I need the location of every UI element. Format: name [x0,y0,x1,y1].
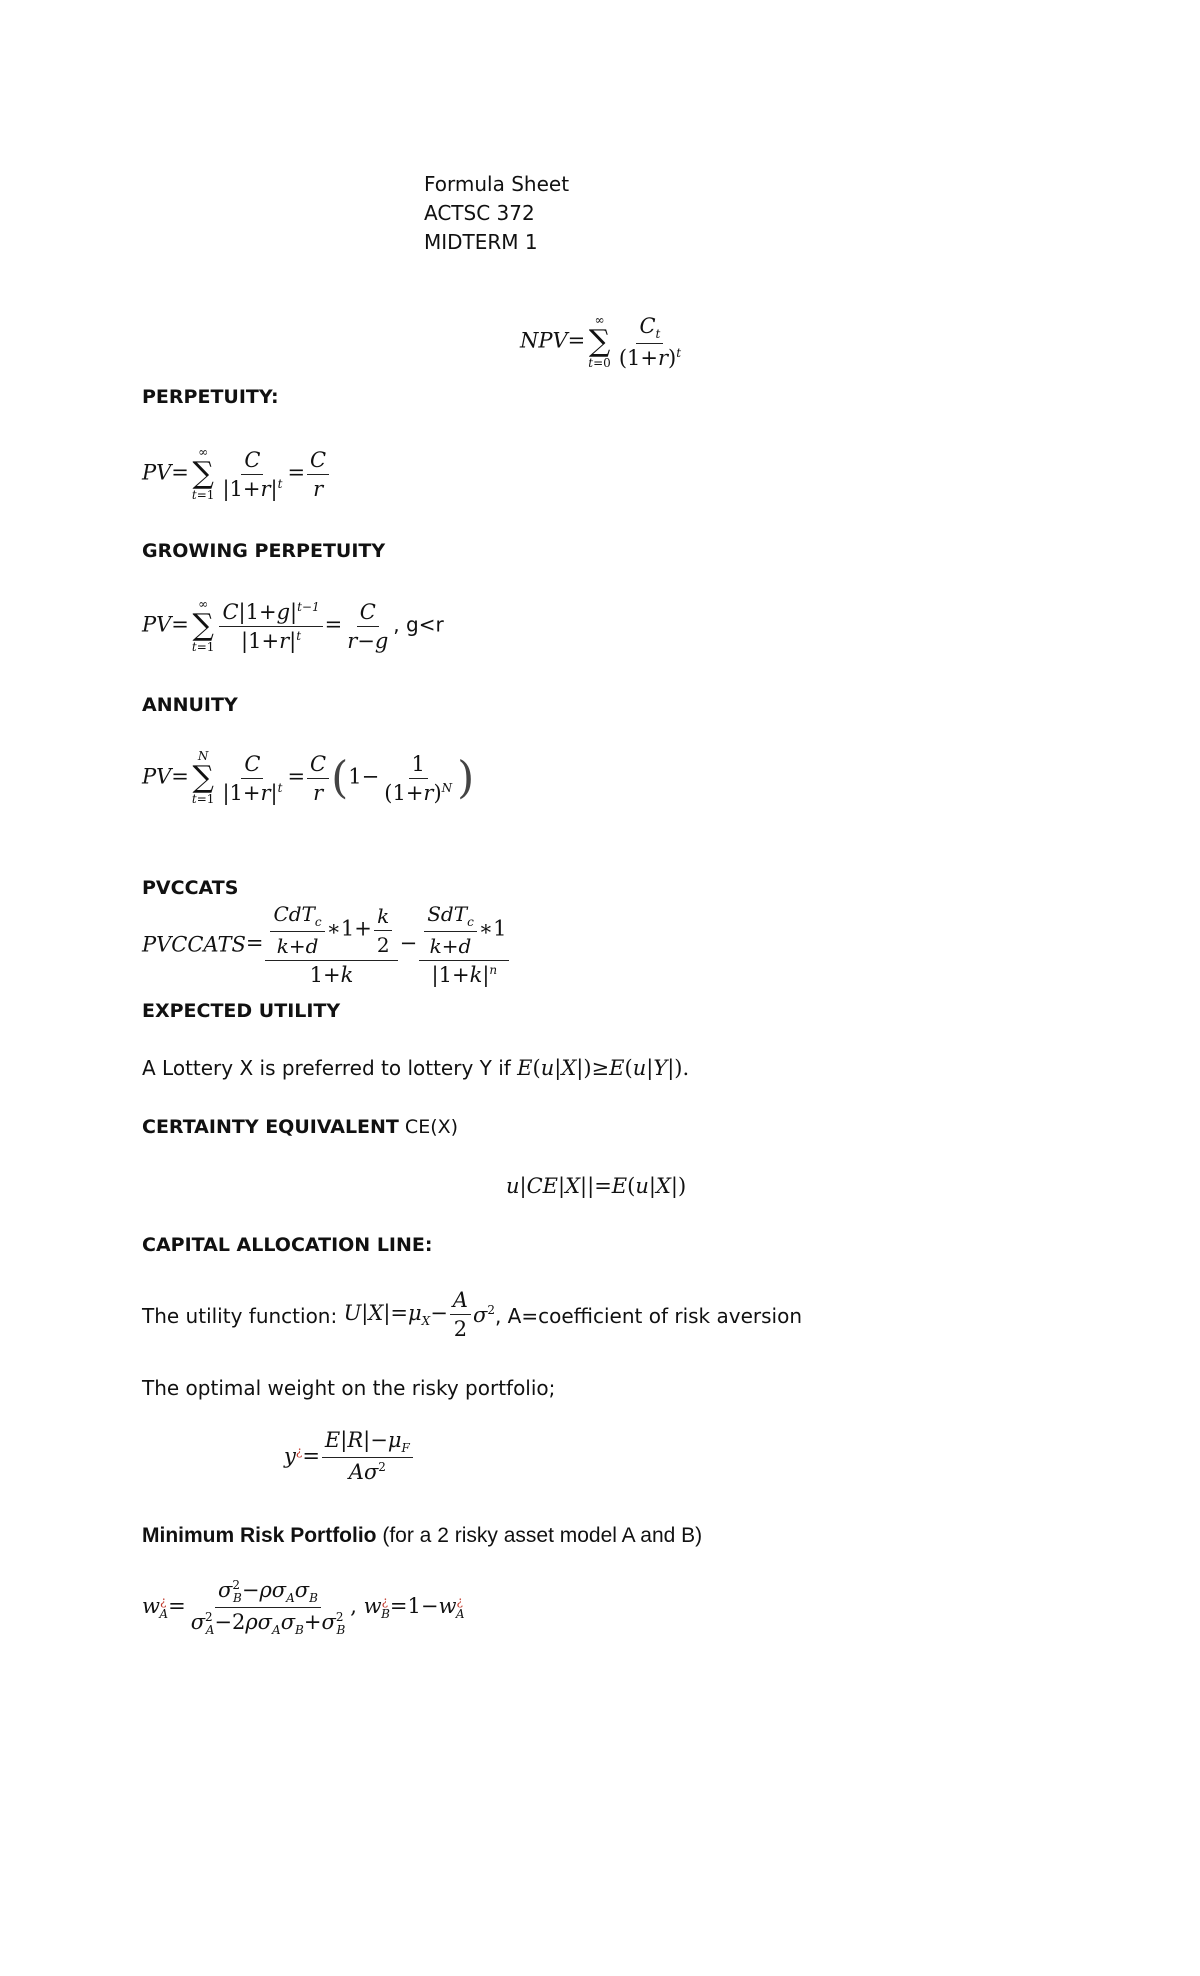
utility-function-text: The utility function: [142,1303,344,1328]
pvccats-formula: PVCCATS= $\frac{CdT_c}{k+d}$ ∗1+ $\frac{k}{2}$ 1+k − $\frac{SdT_c}{k+d}$ ∗1 $|1+k|^n$ [142,902,511,987]
min-risk-formula: $w^¿_A=$ $\frac{\sigma^2_B-\rho\sigma_A\sigma_B}{\sigma^2_A-2\rho\sigma_A\sigma_B+\sigma^2_B}$ , $w^¿_B=1-w^¿_A$ [142,1578,465,1638]
risk-aversion-text: , A=coefficient of risk aversion [494,1303,802,1328]
growing-condition: , g<r [393,612,444,637]
growing-perpetuity-formula: PV= ∞ ∑ t=1 $\frac{C|1+g|^{t-1}}{|1+r|^t}$ = $\frac{C}{r-g}$ , g<r [142,597,444,654]
ce-label: CE(X) [398,1116,459,1138]
lottery-text: A Lottery X is preferred to lottery Y if [142,1056,518,1080]
optimal-weight-text: The optimal weight on the risky portfolio; [142,1376,556,1400]
utility-function-line [142,1288,802,1341]
utility-function-formula: $U|X|=\mu_X-$ $\frac{A}{2}$ $\sigma^2$ [343,1288,495,1341]
lottery-inequality: E(u|X|)≥E(u|Y|). [517,1056,690,1080]
perpetuity-heading: PERPETUITY: [142,386,279,408]
min-risk-line [142,1524,702,1548]
capital-allocation-heading: CAPITAL ALLOCATION LINE: [142,1234,433,1256]
perpetuity-formula: PV= ∞ ∑ t=1 $\frac{C}{|1+r|^t}$ = $\frac{C}{r}$ [142,446,331,502]
document-header [424,170,569,257]
certainty-equivalent-line [142,1116,458,1138]
min-risk-title: Minimum Risk Portfolio [142,1524,377,1547]
npv-formula: NPV= ∞ ∑ t=0 $\frac{C_t}{(1+r)^t}$ [520,313,682,371]
certainty-equivalent-formula: u|CE|X||=E(u|X|) [506,1174,687,1198]
header-title: Formula Sheet [424,172,570,196]
lottery-statement [142,1056,689,1080]
expected-utility-heading: EXPECTED UTILITY [142,1000,341,1022]
growing-perpetuity-heading: GROWING PERPETUITY [142,540,386,562]
optimal-weight-formula: y¿= $\frac{E|R|-\mu_F}{A\sigma^2}$ [284,1428,415,1484]
annuity-heading: ANNUITY [142,694,238,716]
pvccats-heading: PVCCATS [142,877,239,899]
header-exam: MIDTERM 1 [424,230,538,254]
header-course: ACTSC 372 [424,201,535,225]
min-risk-subtitle: (for a 2 risky asset model A and B) [376,1524,703,1547]
annuity-formula: PV= N ∑ t=1 $\frac{C}{|1+r|^t}$ = $\frac{C}{r}$ (1− $\frac{1}{(1+r)^N}$ ) [142,749,475,806]
certainty-equivalent-heading: CERTAINTY EQUIVALENT [142,1116,399,1138]
